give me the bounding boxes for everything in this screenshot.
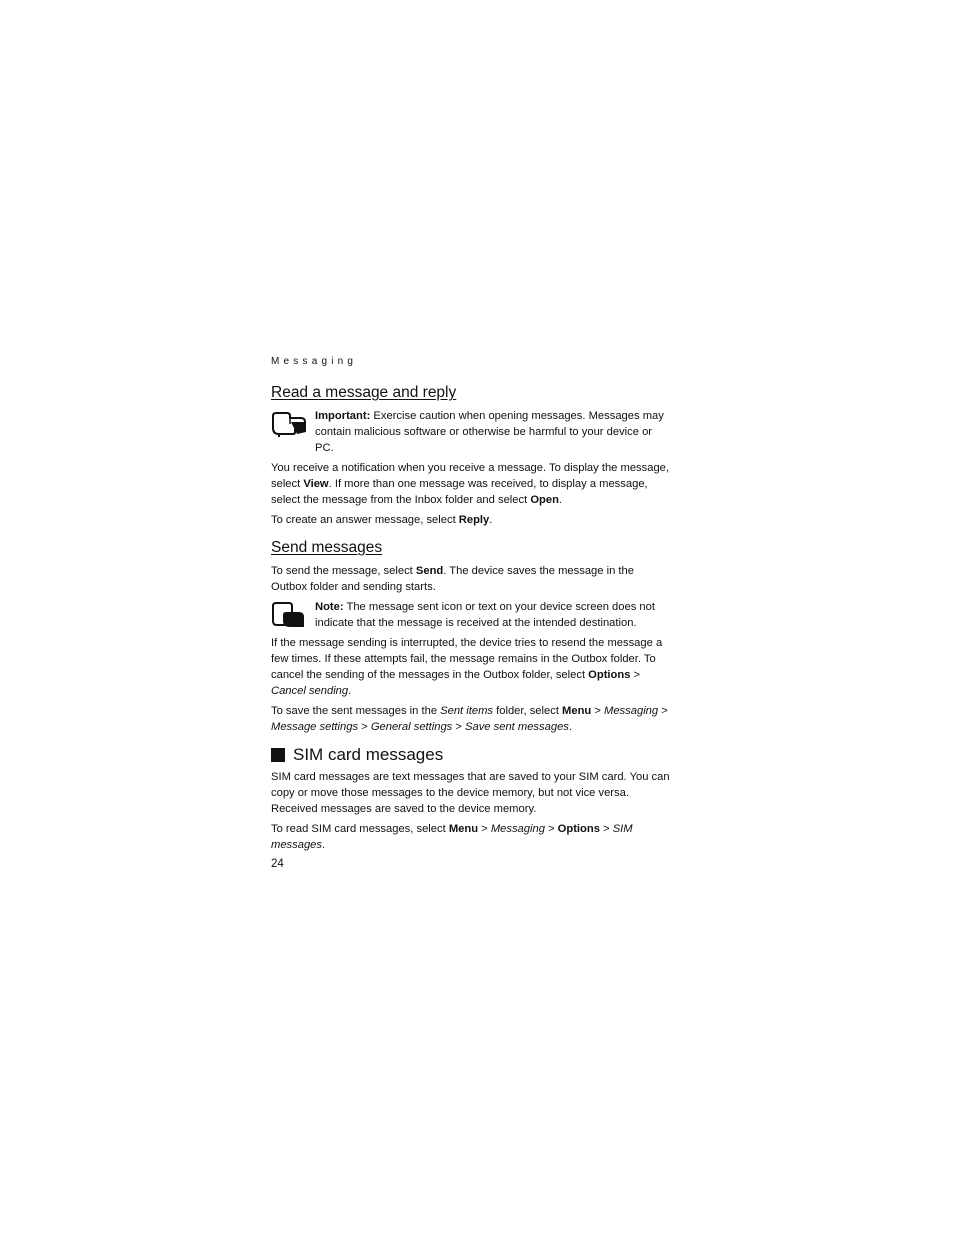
sim-paragraph-1: SIM card messages are text messages that are saved to your SIM card. You can copy or move those messages to the device memory, but not vice versa. Received messages are saved to the device memory.	[271, 771, 670, 815]
ui-term-send: Send	[415, 565, 444, 577]
text-run: >	[591, 705, 605, 717]
important-notice	[271, 408, 671, 456]
ui-term-options: Options	[588, 669, 631, 681]
important-text: Exercise caution when opening messages. Messages may contain malicious software or otherwise be harmful to your device or PC.	[315, 410, 664, 454]
ui-term-cancel-sending: Cancel sending	[271, 685, 349, 697]
note-hand-icon	[271, 601, 307, 629]
text-run: If the message sending is interrupted, the device tries to resend the message a few times. If these attempts fail, the message remains in the Outbox folder. To cancel the sending of the messages in the Outbox folder, select	[271, 637, 663, 681]
text-run: >	[658, 705, 668, 717]
send-paragraph-3	[271, 703, 671, 735]
sim-card-messages-heading: SIM card messages	[293, 745, 444, 764]
text-run: To send the message, select	[271, 565, 416, 577]
ui-term-general-settings: General settings	[370, 721, 453, 733]
read-paragraph-2	[271, 512, 671, 528]
ui-term-save-sent-messages: Save sent messages	[465, 721, 569, 733]
text-run: To read SIM card messages, select	[271, 823, 449, 835]
ui-term-view: View	[303, 478, 329, 490]
text-run: >	[630, 669, 641, 681]
ui-term-sent-items: Sent items	[440, 705, 494, 717]
section-square-icon	[271, 748, 285, 762]
text-run: To create an answer message, select	[271, 514, 459, 526]
text-run: You receive a notification when you receive a message. To display the message, select	[271, 462, 670, 490]
text-run: >	[544, 823, 558, 835]
read-paragraph-1	[271, 460, 671, 508]
send-paragraph-1	[271, 563, 671, 595]
text-run: >	[358, 721, 371, 733]
text-run: .	[322, 839, 326, 851]
ui-term-messaging: Messaging	[490, 823, 545, 835]
note-text: The message sent icon or text on your device screen does not indicate that the message is received at the intended destination.	[315, 601, 655, 629]
text-run: .	[489, 514, 493, 526]
hand-pointing-icon	[271, 410, 307, 438]
read-message-heading: Read a message and reply	[271, 384, 457, 401]
text-run: .	[568, 721, 572, 733]
send-messages-heading: Send messages	[271, 539, 383, 556]
ui-term-menu: Menu	[448, 823, 479, 835]
ui-term-message-settings: Message settings	[271, 721, 359, 733]
note-label: Note:	[315, 601, 344, 613]
page-number: 24	[271, 858, 284, 870]
ui-term-menu: Menu	[562, 705, 592, 717]
text-run: . If more than one message was received, to display a message, select the message from the Inbox folder and select	[271, 478, 648, 506]
note-notice	[271, 599, 671, 631]
ui-term-reply: Reply	[458, 514, 490, 526]
text-run: To save the sent messages in the	[271, 705, 441, 717]
document-page	[271, 356, 671, 857]
text-run: .	[558, 494, 563, 506]
important-label: Important:	[315, 410, 371, 422]
text-run: . The device saves the message in the Outbox folder and sending starts.	[271, 565, 634, 593]
text-run: >	[478, 823, 491, 835]
ui-term-open: Open	[530, 494, 559, 506]
ui-term-sim-messages: SIM messages	[271, 823, 633, 851]
text-run: >	[599, 823, 613, 835]
sim-section-heading-row	[271, 744, 671, 766]
ui-term-messaging: Messaging	[604, 705, 659, 717]
ui-term-options: Options	[557, 823, 600, 835]
text-run: .	[348, 685, 352, 697]
running-head: Messaging	[271, 356, 358, 367]
text-run: >	[452, 721, 466, 733]
sim-paragraph-2	[271, 821, 671, 853]
text-run: folder, select	[493, 705, 563, 717]
send-paragraph-2	[271, 635, 671, 699]
